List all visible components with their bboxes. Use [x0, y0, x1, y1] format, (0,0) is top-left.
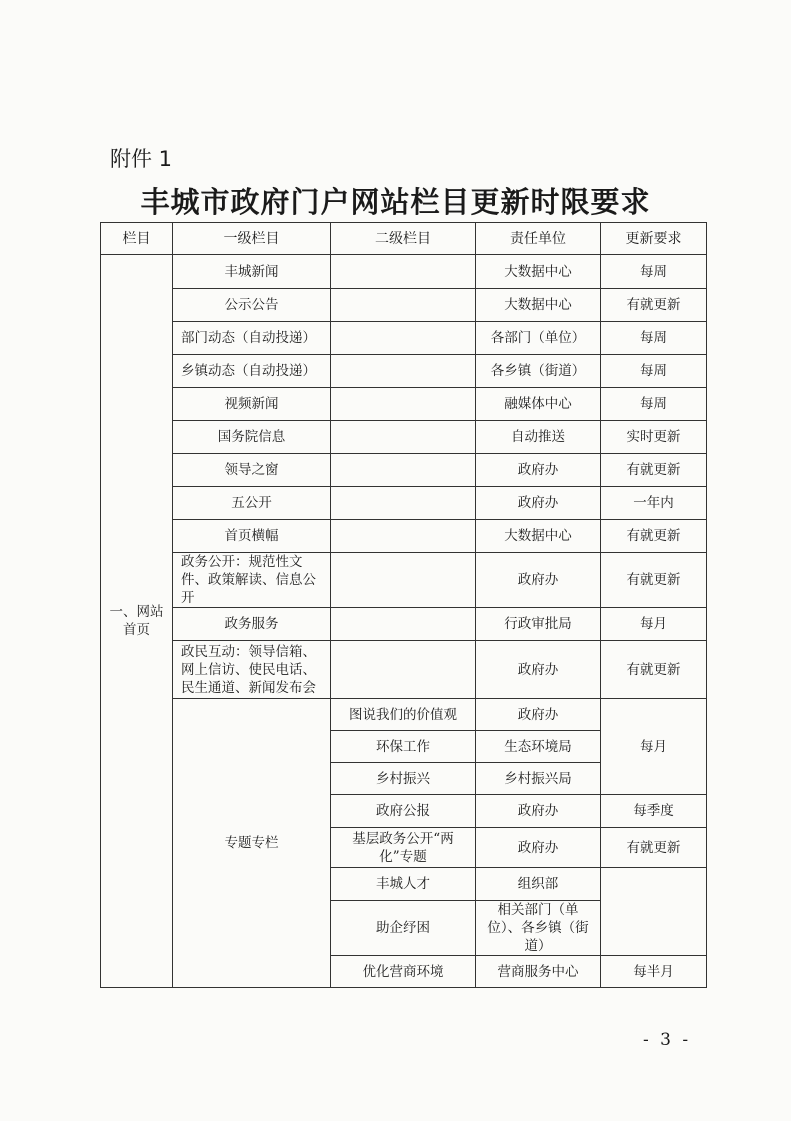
unit-cell: 政府办	[476, 553, 601, 608]
level2-cell	[331, 421, 476, 454]
unit-cell: 营商服务中心	[476, 956, 601, 988]
level2-cell: 助企纾困	[331, 901, 476, 956]
requirement-cell: 有就更新	[601, 641, 707, 699]
requirement-cell: 每月	[601, 699, 707, 795]
attachment-label: 附件 1	[110, 147, 173, 171]
level1-cell: 领导之窗	[173, 454, 331, 487]
level2-cell	[331, 255, 476, 289]
table-row	[101, 487, 707, 520]
level2-cell	[331, 520, 476, 553]
unit-cell: 政府办	[476, 487, 601, 520]
level1-cell: 丰城新闻	[173, 255, 331, 289]
level1-cell: 乡镇动态（自动投递）	[173, 355, 331, 388]
level2-cell	[331, 322, 476, 355]
unit-cell: 各乡镇（街道）	[476, 355, 601, 388]
level1-cell: 视频新闻	[173, 388, 331, 421]
level1-cell: 政务服务	[173, 608, 331, 641]
requirement-cell: 有就更新	[601, 828, 707, 868]
unit-cell: 政府办	[476, 454, 601, 487]
special-topic-cell: 专题专栏	[173, 699, 331, 988]
unit-cell: 政府办	[476, 795, 601, 828]
unit-cell: 政府办	[476, 641, 601, 699]
unit-cell: 政府办	[476, 828, 601, 868]
level2-cell: 丰城人才	[331, 868, 476, 901]
unit-cell: 政府办	[476, 699, 601, 731]
unit-cell: 乡村振兴局	[476, 763, 601, 795]
header-unit: 责任单位	[476, 223, 601, 255]
table-row	[101, 699, 707, 731]
level1-cell: 首页横幅	[173, 520, 331, 553]
unit-cell: 组织部	[476, 868, 601, 901]
unit-cell: 相关部门（单位）、各乡镇（街道）	[476, 901, 601, 956]
unit-cell: 行政审批局	[476, 608, 601, 641]
requirement-cell: 每周	[601, 355, 707, 388]
level2-cell	[331, 355, 476, 388]
table-header-row	[101, 223, 707, 255]
level2-cell	[331, 289, 476, 322]
level2-cell	[331, 454, 476, 487]
level1-cell: 公示公告	[173, 289, 331, 322]
requirement-cell: 有就更新	[601, 454, 707, 487]
table-row	[101, 454, 707, 487]
unit-cell: 各部门（单位）	[476, 322, 601, 355]
requirement-cell: 每周	[601, 388, 707, 421]
table-row	[101, 388, 707, 421]
requirement-cell: 每月	[601, 608, 707, 641]
table-row	[101, 421, 707, 454]
unit-cell: 大数据中心	[476, 289, 601, 322]
header-requirement: 更新要求	[601, 223, 707, 255]
level1-cell: 部门动态（自动投递）	[173, 322, 331, 355]
section-cell: 一、网站首页	[101, 255, 173, 988]
table-row	[101, 520, 707, 553]
table-row	[101, 255, 707, 289]
level2-cell: 政府公报	[331, 795, 476, 828]
requirement-cell: 每季度	[601, 795, 707, 828]
document-title: 丰城市政府门户网站栏目更新时限要求	[140, 185, 651, 219]
level2-cell	[331, 608, 476, 641]
level2-cell: 乡村振兴	[331, 763, 476, 795]
unit-cell: 生态环境局	[476, 731, 601, 763]
level1-cell: 政务公开：规范性文件、政策解读、信息公开	[173, 553, 331, 608]
level2-cell	[331, 553, 476, 608]
table-row	[101, 322, 707, 355]
requirement-cell: 有就更新	[601, 553, 707, 608]
level2-cell	[331, 641, 476, 699]
table-row	[101, 553, 707, 608]
level2-cell: 图说我们的价值观	[331, 699, 476, 731]
requirement-cell: 一年内	[601, 487, 707, 520]
table-row	[101, 641, 707, 699]
level2-cell	[331, 388, 476, 421]
requirement-cell: 每周	[601, 322, 707, 355]
requirement-cell: 实时更新	[601, 421, 707, 454]
requirement-cell	[601, 868, 707, 956]
unit-cell: 大数据中心	[476, 520, 601, 553]
unit-cell: 融媒体中心	[476, 388, 601, 421]
header-level1: 一级栏目	[173, 223, 331, 255]
table-row	[101, 289, 707, 322]
unit-cell: 自动推送	[476, 421, 601, 454]
requirement-cell: 每半月	[601, 956, 707, 988]
unit-cell: 大数据中心	[476, 255, 601, 289]
header-section: 栏目	[101, 223, 173, 255]
requirement-cell: 有就更新	[601, 289, 707, 322]
level2-cell: 基层政务公开“两化”专题	[331, 828, 476, 868]
level1-cell: 五公开	[173, 487, 331, 520]
table-row	[101, 608, 707, 641]
level2-cell: 优化营商环境	[331, 956, 476, 988]
update-schedule-table	[100, 222, 707, 988]
level1-cell: 政民互动：领导信箱、网上信访、使民电话、民生通道、新闻发布会	[173, 641, 331, 699]
header-level2: 二级栏目	[331, 223, 476, 255]
requirement-cell: 每周	[601, 255, 707, 289]
table-row	[101, 355, 707, 388]
level2-cell: 环保工作	[331, 731, 476, 763]
level1-cell: 国务院信息	[173, 421, 331, 454]
requirement-cell: 有就更新	[601, 520, 707, 553]
level2-cell	[331, 487, 476, 520]
page-number: - 3 -	[643, 1030, 692, 1050]
